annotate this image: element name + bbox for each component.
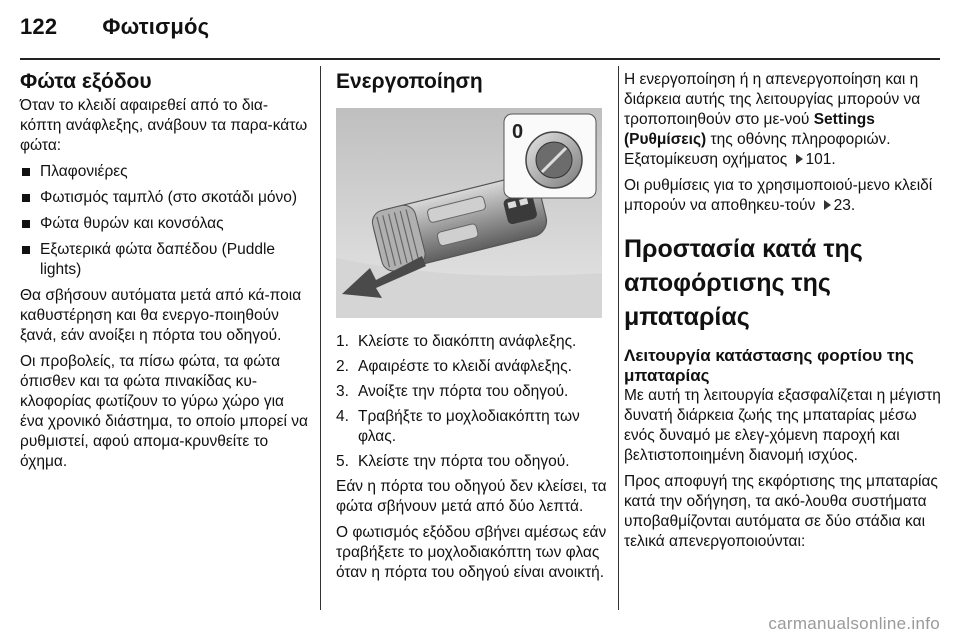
paragraph-door-not-closed: Εάν η πόρτα του οδηγού δεν κλείσει, τα φώτα σβήνουν μετά από δύο λεπτά. xyxy=(336,478,607,515)
step-item xyxy=(336,357,610,377)
step-text: Αφαιρέστε το κλειδί ανάφλεξης. xyxy=(358,358,572,375)
list-item xyxy=(20,188,308,208)
step-number: 2. xyxy=(336,358,349,375)
activation-steps xyxy=(336,332,610,472)
list-item-text: Φωτισμός ταμπλό (στο σκοτάδι μόνο) xyxy=(40,189,298,206)
page-number: 122 xyxy=(20,14,58,39)
page-reference-arrow-icon xyxy=(796,154,803,164)
step-number: 3. xyxy=(336,383,349,400)
column-divider-1 xyxy=(320,66,321,610)
paragraph-switch-off: Ο φωτισμός εξόδου σβήνει αμέσως εάν τραβήξετε το μοχλοδιακόπτη των φλας όταν η πόρτα του οδηγού είναι ανοικτή. xyxy=(336,524,607,581)
list-item xyxy=(20,214,308,234)
chapter-title: Φωτισμός xyxy=(102,14,210,39)
text-fragment: Οι ρυθμίσεις για το χρησιμοποιού-μενο κλειδί μπορούν να αποθηκευ-τούν xyxy=(624,177,933,214)
paragraph-discharge-prevention: Προς αποφυγή της εκφόρτισης της μπαταρίας κατά την οδήγηση, τα ακό-λουθα συστήματα υποβαθμίζονται αυτόματα σε δύο στάδια και τελικά απενεργοποιούνται: xyxy=(624,473,938,550)
bullet-square-icon xyxy=(22,168,30,176)
step-number: 1. xyxy=(336,333,349,350)
list-item-text: Πλαφονιέρες xyxy=(40,163,128,180)
column-divider-2 xyxy=(618,66,619,610)
intro-paragraph: Όταν το κλειδί αφαιρεθεί από το δια-κόπτη ανάφλεξης, ανάβουν τα παρα-κάτω φώτα: xyxy=(20,97,308,154)
subheading-battery-state: Λειτουργία κατάστασης φορτίου της μπαταρίας xyxy=(624,346,914,385)
page-reference-arrow-icon xyxy=(824,200,831,210)
column-1 xyxy=(20,70,308,478)
step-text: Κλείστε το διακόπτη ανάφλεξης. xyxy=(358,333,577,350)
bullet-square-icon xyxy=(22,246,30,254)
section-heading-activation: Ενεργοποίηση xyxy=(336,70,483,93)
column-2 xyxy=(336,70,610,589)
list-item-text: Φώτα θυρών και κονσόλας xyxy=(40,215,224,232)
step-text: Κλείστε την πόρτα του οδηγού. xyxy=(358,453,570,470)
step-item xyxy=(336,452,610,472)
step-text: Τραβήξτε το μοχλοδιακόπτη των φλας. xyxy=(358,408,580,445)
ignition-position-label: 0 xyxy=(512,121,524,143)
step-number: 5. xyxy=(336,453,349,470)
column-3 xyxy=(624,70,944,558)
lights-list xyxy=(20,162,308,280)
list-item xyxy=(20,162,308,182)
paragraph-auto-off: Θα σβήσουν αυτόματα μετά από κά-ποια καθυστέρηση και θα ενεργο-ποιηθούν ξανά, εάν ανοίξει η πόρτα του οδηγού. xyxy=(20,287,302,344)
step-number: 4. xyxy=(336,408,349,425)
text-fragment: Η ενεργοποίηση ή η απενεργοποίηση και η διάρκεια αυτής της λειτουργίας μπορούν να τροποποιηθούν στο με-νού xyxy=(624,71,921,128)
step-item xyxy=(336,332,610,352)
step-item xyxy=(336,382,610,402)
step-item xyxy=(336,407,610,447)
watermark: carmanualsonline.info xyxy=(768,614,940,633)
page-header xyxy=(20,14,209,40)
list-item xyxy=(20,240,308,280)
bullet-square-icon xyxy=(22,220,30,228)
section-heading-exit-lights: Φώτα εξόδου xyxy=(20,70,152,93)
list-item-text: Εξωτερικά φώτα δαπέδου (Puddle lights) xyxy=(40,241,276,278)
paragraph-headlights: Οι προβολείς, τα πίσω φώτα, τα φώτα όπισθεν και τα φώτα πινακίδας κυ-κλοφορίας φωτίζουν το γύρω χώρο για ένα χρονικό διάστημα, το οποίο μπορεί να ρυθμιστεί, αφού απομα-κρυνθείτε το όχημα. xyxy=(20,353,308,470)
paragraph-settings xyxy=(624,70,944,170)
page-reference: 101. xyxy=(805,151,836,168)
text-fragment: της οθόνης πληροφοριών. Εξατομίκευση οχήματος xyxy=(624,131,891,168)
paragraph-key-settings xyxy=(624,176,944,216)
section-heading-battery-protection: Προστασία κατά της αποφόρτισης της μπαταρίας xyxy=(624,235,863,331)
bullet-square-icon xyxy=(22,194,30,202)
page-reference: 23. xyxy=(833,197,856,214)
step-text: Ανοίξτε την πόρτα του οδηγού. xyxy=(358,383,569,400)
settings-menu-name: Settings (Ρυθμίσεις) xyxy=(624,111,875,148)
header-rule xyxy=(20,58,940,60)
paragraph-battery-life: Με αυτή τη λειτουργία εξασφαλίζεται η μέγιστη δυνατή διάρκεια ζωής της μπαταρίας μέσω ενός δυναμό με ελεγ-χόμενη παροχή και βελτιστοποιημένη διανομή ισχύος. xyxy=(624,387,941,464)
turn-signal-lever-illustration xyxy=(336,108,602,318)
